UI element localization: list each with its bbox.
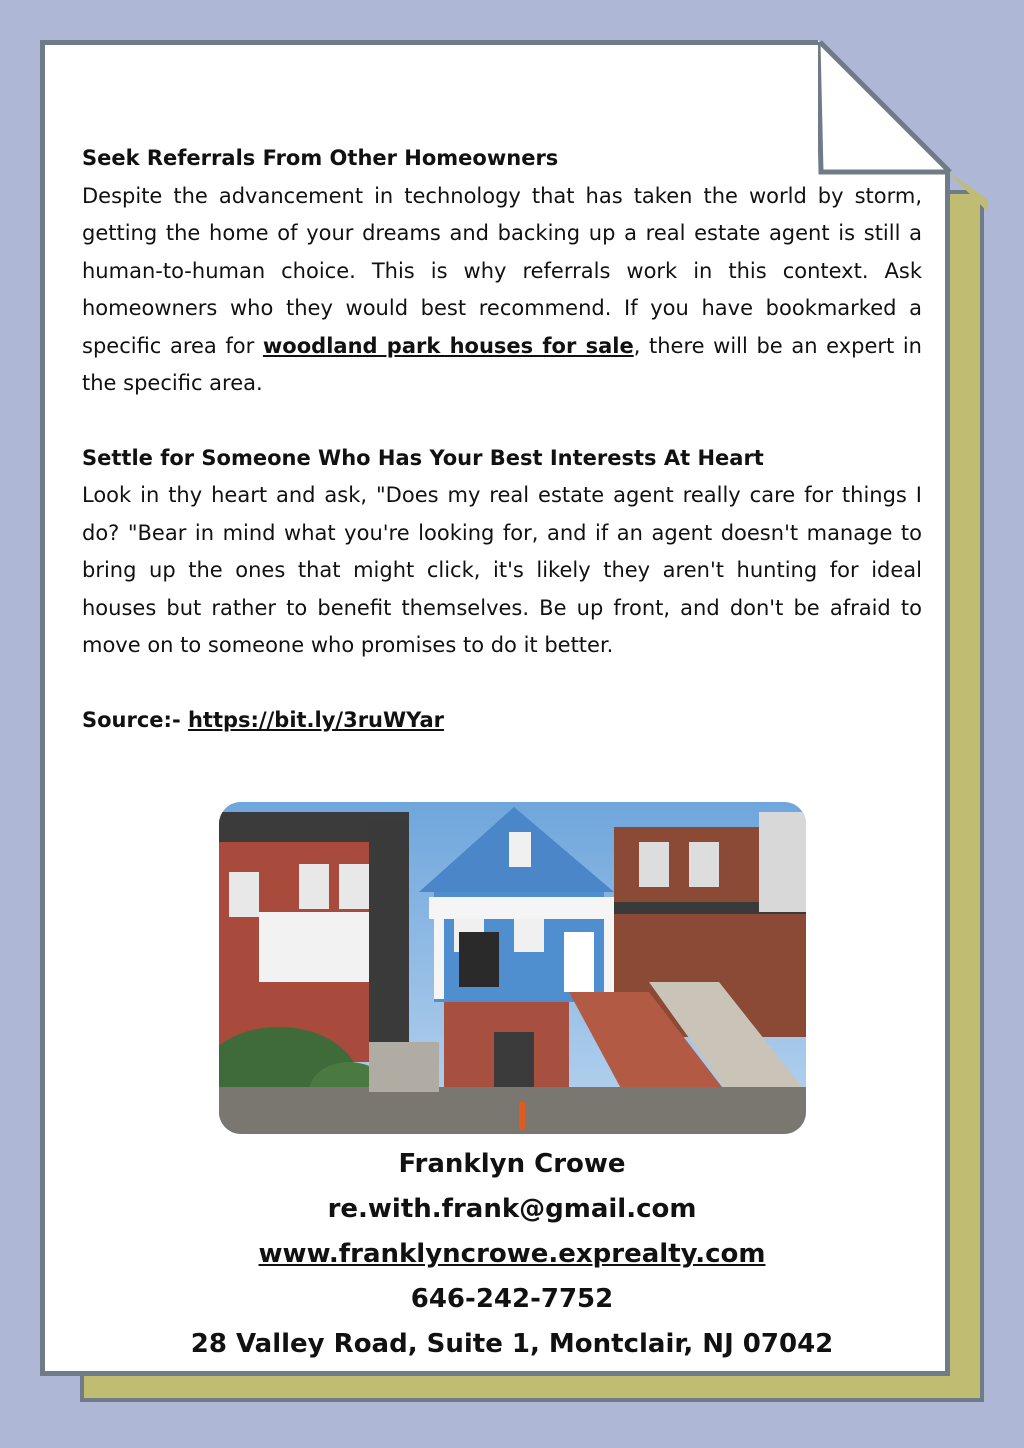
source-line	[82, 702, 922, 740]
section-paragraph	[82, 178, 922, 403]
contact-block	[82, 1142, 942, 1367]
agent-name: Franklyn Crowe	[398, 1149, 626, 1179]
agent-phone[interactable]: 646-242-7752	[410, 1284, 614, 1314]
house-photo	[219, 802, 806, 1134]
section-heading: Settle for Someone Who Has Your Best Interests At Heart	[82, 445, 764, 470]
source-link[interactable]: https://bit.ly/3ruWYar	[187, 707, 444, 732]
paragraph-text: Despite the advancement in technology that has taken the world by storm, getting the home of your dreams and backing up a real estate agent is still a human-to-human choice. This is why referrals work in this context. Ask homeowners who they would best recommend. If you have bookmarked a specific area for	[82, 183, 922, 358]
agent-address: 28 Valley Road, Suite 1, Montclair, NJ 07042	[190, 1329, 834, 1359]
paragraph-text: , there will be an expert in the specific area.	[82, 333, 922, 395]
section-heading: Seek Referrals From Other Homeowners	[82, 146, 559, 170]
agent-email[interactable]: re.with.frank@gmail.com	[327, 1194, 697, 1224]
source-label: Source:-	[82, 707, 188, 732]
woodland-park-link[interactable]: woodland park houses for sale	[262, 333, 634, 358]
section-paragraph: Look in thy heart and ask, "Does my real estate agent really care for things I do? "Bear in mind what you're looking for, and if an agent doesn't manage to bring up the ones that might click, it's likely they aren't hunting for ideal houses but rather to benefit themselves. Be up front, and don't be afraid to move on to someone who promises to do it better.	[82, 483, 922, 657]
agent-website-link[interactable]: www.franklyncrowe.exprealty.com	[258, 1239, 766, 1269]
article-body	[82, 140, 922, 739]
